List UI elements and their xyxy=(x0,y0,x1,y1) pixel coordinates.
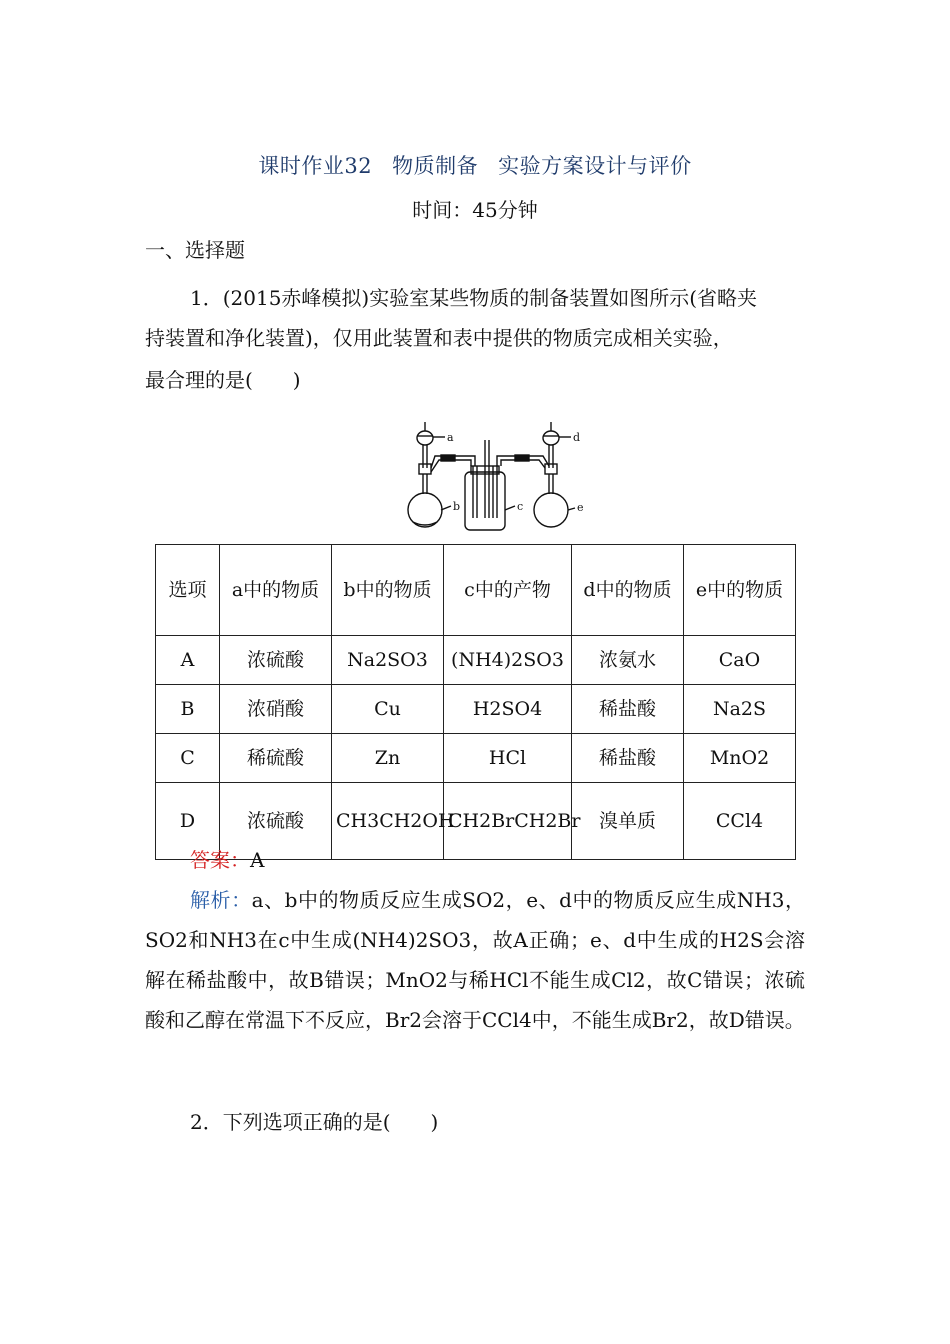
apparatus-diagram xyxy=(405,418,595,536)
cell-c: CH2BrCH2Br xyxy=(444,783,572,860)
header-cell: 选项 xyxy=(156,545,220,636)
label-c: c xyxy=(517,500,524,513)
cell-c: (NH4)2SO3 xyxy=(444,636,572,685)
answer-label: 答案： xyxy=(190,848,250,872)
analysis-block xyxy=(145,880,805,1040)
cell-option: B xyxy=(156,685,220,734)
cell-e: Na2S xyxy=(684,685,796,734)
options-table xyxy=(155,544,796,860)
answer-value: A xyxy=(250,848,265,872)
cell-a: 浓硫酸 xyxy=(220,783,332,860)
cell-b: Cu xyxy=(332,685,444,734)
table-row xyxy=(156,734,796,783)
cell-option: C xyxy=(156,734,220,783)
label-b: b xyxy=(453,500,461,513)
time-limit: 时间：45分钟 xyxy=(412,198,538,222)
label-e: e xyxy=(577,501,584,514)
title-part2: 物质制备 xyxy=(392,154,479,178)
q1-line1: 1．(2015赤峰模拟)实验室某些物质的制备装置如图所示(省略夹 xyxy=(190,286,758,310)
cell-e: CCl4 xyxy=(684,783,796,860)
label-a: a xyxy=(447,431,454,444)
cell-e: CaO xyxy=(684,636,796,685)
cell-d: 稀盐酸 xyxy=(572,685,684,734)
page-title xyxy=(0,150,950,180)
table-header-row xyxy=(156,545,796,636)
cell-option: A xyxy=(156,636,220,685)
header-cell: d中的物质 xyxy=(572,545,684,636)
q2-line1: 2．下列选项正确的是( ) xyxy=(190,1110,439,1134)
header-cell: e中的物质 xyxy=(684,545,796,636)
q1-line3: 最合理的是( ) xyxy=(145,368,301,392)
cell-b: Zn xyxy=(332,734,444,783)
title-part3: 实验方案设计与评价 xyxy=(498,154,692,178)
table-row xyxy=(156,685,796,734)
cell-d: 浓氨水 xyxy=(572,636,684,685)
cell-b: CH3CH2OH xyxy=(332,783,444,860)
cell-e: MnO2 xyxy=(684,734,796,783)
cell-option: D xyxy=(156,783,220,860)
cell-a: 浓硫酸 xyxy=(220,636,332,685)
title-part1: 课时作业32 xyxy=(258,154,373,178)
answer-line xyxy=(190,840,790,880)
analysis-label: 解析： xyxy=(190,888,252,912)
cell-d: 稀盐酸 xyxy=(572,734,684,783)
cell-c: HCl xyxy=(444,734,572,783)
cell-a: 稀硫酸 xyxy=(220,734,332,783)
label-d: d xyxy=(573,431,581,444)
cell-a: 浓硝酸 xyxy=(220,685,332,734)
section-heading: 一、选择题 xyxy=(145,238,245,262)
cell-d: 溴单质 xyxy=(572,783,684,860)
q1-line2: 持装置和净化装置)，仅用此装置和表中提供的物质完成相关实验， xyxy=(145,326,733,350)
header-cell: a中的物质 xyxy=(220,545,332,636)
header-cell: b中的物质 xyxy=(332,545,444,636)
table-row xyxy=(156,636,796,685)
cell-c: H2SO4 xyxy=(444,685,572,734)
header-cell: c中的产物 xyxy=(444,545,572,636)
analysis-text: a、b中的物质反应生成SO2，e、d中的物质反应生成NH3，SO2和NH3在c中生成(NH4)2SO3，故A正确；e、d中生成的H2S会溶解在稀盐酸中，故B错误；MnO2与稀HCl不能生成Cl2，故C错误；浓硫酸和乙醇在常温下不反应，Br2会溶于CCl4中，不能生成Br2，故D错误。 xyxy=(145,888,805,1032)
cell-b: Na2SO3 xyxy=(332,636,444,685)
